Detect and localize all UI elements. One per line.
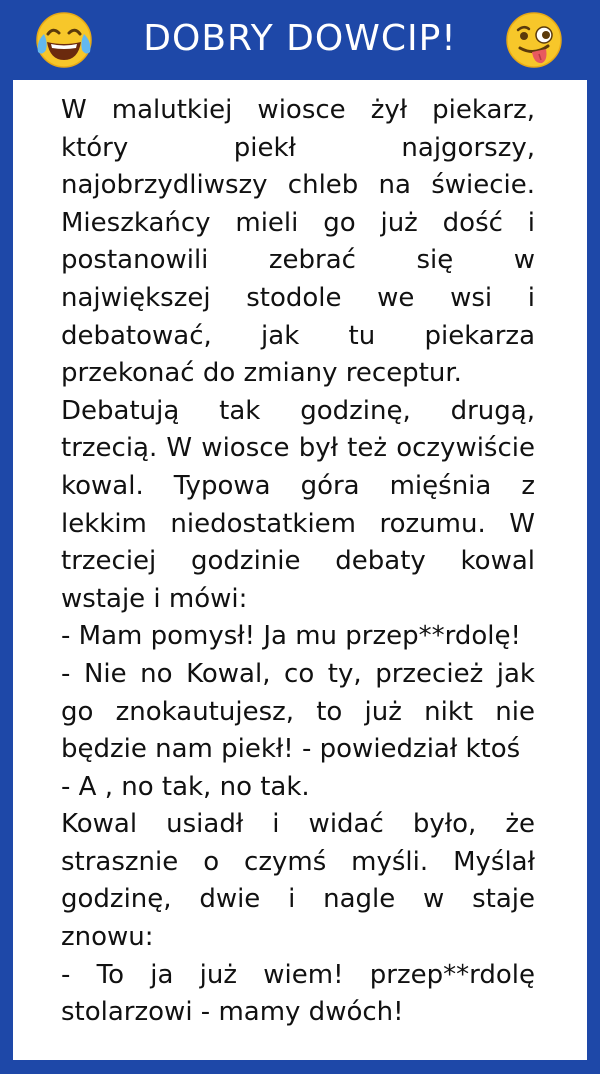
joke-paragraph: - To ja już wiem! przep**rdolę stolarzowi - mamy dwóch! bbox=[61, 959, 535, 1028]
winking-tongue-emoji-icon bbox=[502, 8, 566, 72]
joke-paragraph: - Mam pomysł! Ja mu przep**rdolę! bbox=[61, 621, 521, 652]
joke-paragraph: - Nie no Kowal, co ty, przecież jak go znokautujesz, to już nikt nie będzie nam piekł! - powiedział ktoś bbox=[61, 658, 535, 765]
joke-paragraph: Kowal usiadł i widać było, że strasznie o czymś myśli. Myślał godzinę, dwie i nagle w staje znowu: bbox=[61, 809, 535, 953]
joke-text bbox=[61, 92, 535, 1032]
joke-paragraph: Debatują tak godzinę, drugą, trzecią. W wiosce był też oczywiście kowal. Typowa góra mięśnia z lekkim niedostatkiem rozumu. W trzeciej godzinie debaty kowal wstaje i mówi: bbox=[61, 395, 535, 614]
joke-paragraph: W malutkiej wiosce żył piekarz, który piekł najgorszy, najobrzydliwszy chleb na świecie. Mieszkańcy mieli go już dość i postanowili zebrać się w największej stodole we wsi i debatować, jak tu piekarza przekonać do zmiany receptur. bbox=[61, 95, 535, 389]
header-bar bbox=[0, 0, 600, 80]
joke-paragraph: - A , no tak, no tak. bbox=[61, 771, 310, 802]
page-title: DOBRY DOWCIP! bbox=[143, 18, 457, 59]
